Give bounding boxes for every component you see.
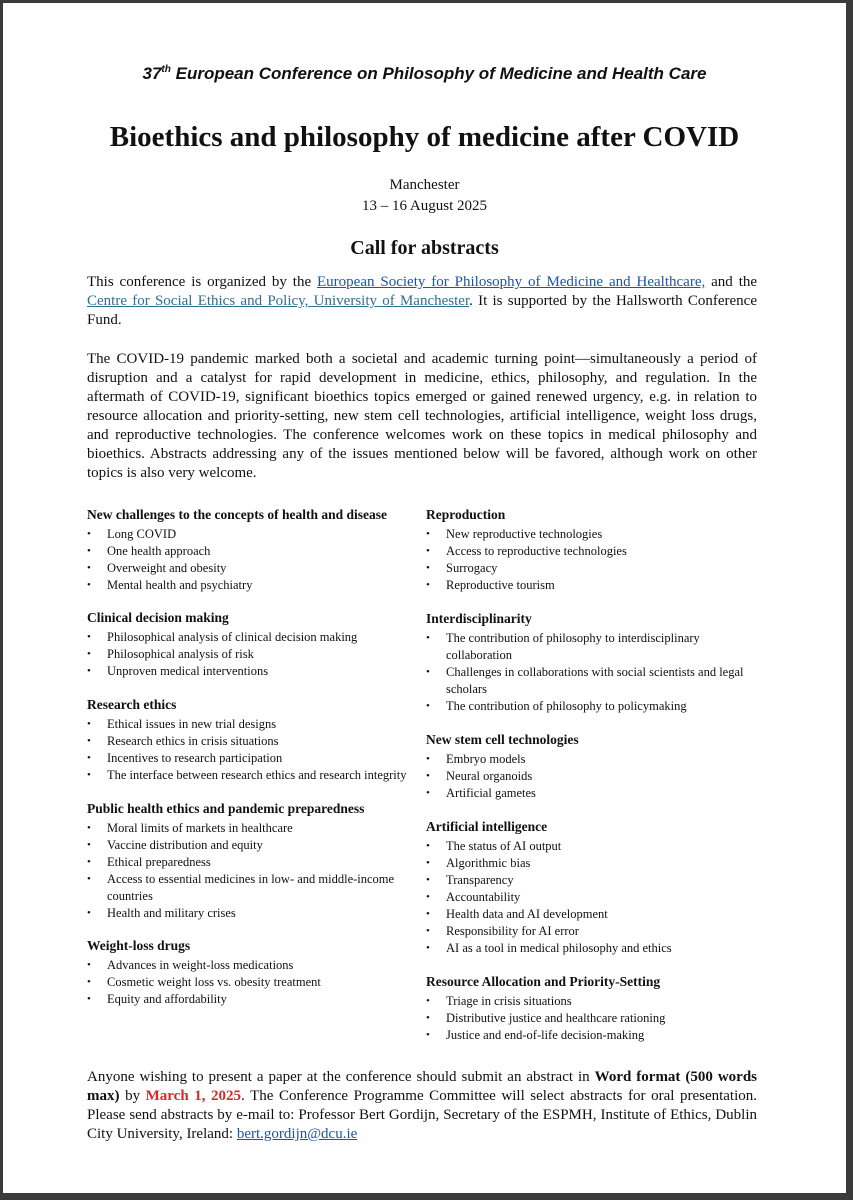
- cspp-link[interactable]: Centre for Social Ethics and Policy, University of Manchester: [87, 293, 470, 309]
- topic-section-artificial-intelligence: [426, 819, 756, 957]
- topic-heading: Interdisciplinarity: [426, 611, 532, 626]
- list-item: • Access to essential medicines in low- and middle-income countries: [87, 871, 417, 905]
- list-item: • Neural organoids: [426, 768, 756, 785]
- dates: 13 – 16 August 2025: [361, 198, 487, 214]
- list-item: • Triage in crisis situations: [426, 993, 756, 1010]
- topic-section-weight-loss-drugs: [87, 938, 417, 1008]
- list-item: • Accountability: [426, 889, 756, 906]
- topic-section-new-challenges-to-the-concepts-of-health-and-disease: [87, 507, 417, 594]
- list-item: • Equity and affordability: [87, 991, 417, 1008]
- list-item: • Distributive justice and healthcare rationing: [426, 1010, 756, 1027]
- topic-list: [426, 630, 756, 715]
- list-item: • Vaccine distribution and equity: [87, 837, 417, 854]
- topic-heading: Reproduction: [426, 507, 506, 522]
- list-item: • Ethical issues in new trial designs: [87, 716, 417, 733]
- topic-section-research-ethics: [87, 697, 417, 784]
- list-item: • Embryo models: [426, 751, 756, 768]
- list-item: • Overweight and obesity: [87, 560, 417, 577]
- deadline-date: March 1, 2025: [145, 1088, 242, 1104]
- list-item: • Unproven medical interventions: [87, 663, 417, 680]
- email-link[interactable]: bert.gordijn@dcu.ie: [236, 1126, 358, 1142]
- location: Manchester: [389, 177, 460, 193]
- list-item: • One health approach: [87, 543, 417, 560]
- topic-list: [87, 957, 417, 1008]
- topic-heading: Clinical decision making: [87, 610, 229, 625]
- covid-paragraph: The COVID-19 pandemic marked both a societal and academic turning point—simultaneously a period of disruption and a catalyst for rapid development in medicine, ethics, philosophy, and regulation. In the aftermath of COVID-19, significant bioethics topics emerged or gained renewed urgency, e.g. in relation to resource allocation and priority-setting, new stem cell technologies, artificial intelligence, weight loss drugs, and reproductive technologies. The conference welcomes work on these topics in medical philosophy and bioethics. Abstracts addressing any of the issues mentioned below will be favored, although work on other topics is also very welcome.: [87, 351, 757, 481]
- list-item: • The contribution of philosophy to policymaking: [426, 698, 756, 715]
- topic-section-reproduction: [426, 507, 756, 594]
- topic-heading: Public health ethics and pandemic preparedness: [87, 801, 365, 816]
- list-item: • Artificial gametes: [426, 785, 756, 802]
- list-item: • New reproductive technologies: [426, 526, 756, 543]
- list-item: • Challenges in collaborations with social scientists and legal scholars: [426, 664, 756, 698]
- list-item: • Mental health and psychiatry: [87, 577, 417, 594]
- topic-list: [426, 838, 756, 957]
- topics-left-column: [87, 507, 417, 1008]
- list-item: • Justice and end-of-life decision-making: [426, 1027, 756, 1044]
- topic-section-public-health-ethics-and-pandemic-preparedness: [87, 801, 417, 922]
- topic-heading: Resource Allocation and Priority-Setting: [426, 974, 661, 989]
- topic-section-interdisciplinarity: [426, 611, 756, 715]
- topic-heading: New stem cell technologies: [426, 732, 579, 747]
- topic-list: [426, 526, 756, 594]
- list-item: • Long COVID: [87, 526, 417, 543]
- topic-section-new-stem-cell-technologies: [426, 732, 756, 802]
- list-item: • AI as a tool in medical philosophy and ethics: [426, 940, 756, 957]
- topic-section-clinical-decision-making: [87, 610, 417, 680]
- intro-paragraph: This conference is organized by the European Society for Philosophy of Medicine and Healthcare, and the Centre for Social Ethics and Policy, University of Manchester. It is supported by the Hallsworth Conference Fund.: [87, 274, 758, 328]
- list-item: • Incentives to research participation: [87, 750, 417, 767]
- call-for-abstracts-heading: Call for abstracts: [350, 237, 499, 259]
- closing-paragraph: Anyone wishing to present a paper at the conference should submit an abstract in Word format (500 words max) by March 1, 2025. The Conference Programme Committee will select abstracts for oral presentation. Please send abstracts by e-mail to: Professor Bert Gordijn, Secretary of the ESPMH, Institute of Ethics, Dublin City University, Ireland: bert.gordijn@dcu.ie: [87, 1069, 758, 1142]
- list-item: • Cosmetic weight loss vs. obesity treatment: [87, 974, 417, 991]
- topic-list: [87, 629, 417, 680]
- list-item: • The interface between research ethics and research integrity: [87, 767, 417, 784]
- list-item: • Surrogacy: [426, 560, 756, 577]
- list-item: • The status of AI output: [426, 838, 756, 855]
- topic-heading: Weight-loss drugs: [87, 938, 191, 953]
- list-item: • Access to reproductive technologies: [426, 543, 756, 560]
- document-page: [3, 3, 846, 1193]
- list-item: • Transparency: [426, 872, 756, 889]
- topic-list: [426, 993, 756, 1044]
- topic-section-resource-allocation-and-priority-setting: [426, 974, 756, 1044]
- list-item: • The contribution of philosophy to interdisciplinary collaboration: [426, 630, 756, 664]
- topic-heading: New challenges to the concepts of health and disease: [87, 507, 387, 522]
- topic-list: [87, 820, 417, 922]
- list-item: • Reproductive tourism: [426, 577, 756, 594]
- topics-right-column: [426, 507, 756, 1044]
- list-item: • Philosophical analysis of risk: [87, 646, 417, 663]
- topic-heading: Research ethics: [87, 697, 177, 712]
- topic-list: [426, 751, 756, 802]
- list-item: • Health and military crises: [87, 905, 417, 922]
- conference-name: 37th European Conference on Philosophy of Medicine and Health Care: [142, 64, 707, 83]
- topic-list: [87, 526, 417, 594]
- page-title: Bioethics and philosophy of medicine after COVID: [109, 121, 740, 153]
- list-item: • Philosophical analysis of clinical decision making: [87, 629, 417, 646]
- list-item: • Algorithmic bias: [426, 855, 756, 872]
- list-item: • Responsibility for AI error: [426, 923, 756, 940]
- topic-heading: Artificial intelligence: [426, 819, 548, 834]
- list-item: • Ethical preparedness: [87, 854, 417, 871]
- list-item: • Moral limits of markets in healthcare: [87, 820, 417, 837]
- espmh-link[interactable]: European Society for Philosophy of Medicine and Healthcare,: [317, 274, 706, 290]
- list-item: • Health data and AI development: [426, 906, 756, 923]
- topic-list: [87, 716, 417, 784]
- list-item: • Advances in weight-loss medications: [87, 957, 417, 974]
- list-item: • Research ethics in crisis situations: [87, 733, 417, 750]
